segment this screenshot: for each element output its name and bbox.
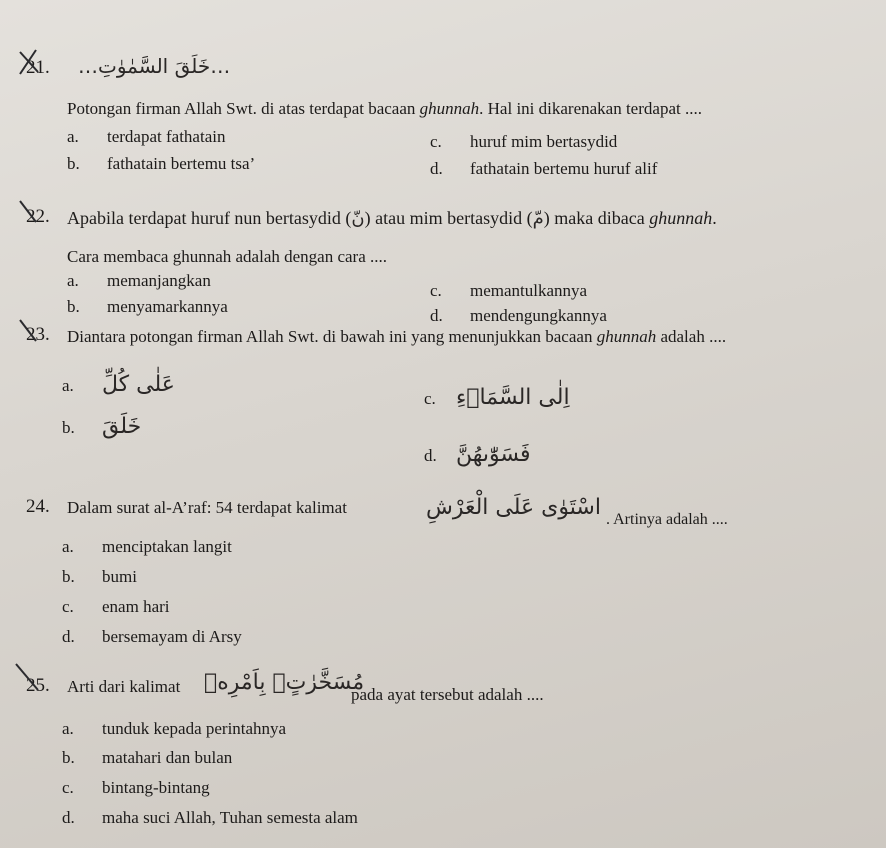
question-23-option-d[interactable]: d. فَسَوّٰىهُنَّ	[424, 442, 531, 467]
question-21-number: 21.	[26, 57, 50, 78]
nun-tasydid-glyph: نّ	[351, 208, 365, 229]
question-22-text: Apabila terdapat huruf nun bertasydid (نّ) atau mim bertasydid (مّ) maka dibaca ghunnah.	[67, 208, 717, 229]
check-mark-25	[16, 664, 38, 690]
question-23-option-b[interactable]: b. خَلَقَ	[62, 414, 142, 439]
check-mark-21	[20, 50, 38, 74]
question-24-option-a[interactable]: a. menciptakan langit	[62, 537, 232, 556]
question-23-option-c[interactable]: c. اِلٰى السَّمَاۤءِ	[424, 385, 570, 410]
question-24-text-end: . Artinya adalah ....	[606, 511, 728, 528]
question-25-text-end: pada ayat tersebut adalah ....	[351, 685, 544, 704]
question-21-option-b[interactable]: b. fathatain bertemu tsa’	[67, 154, 256, 173]
question-24-number: 24.	[26, 496, 50, 517]
question-21-option-c[interactable]: c. huruf mim bertasydid	[430, 132, 618, 151]
question-23-number: 23.	[26, 324, 50, 345]
question-22-option-a[interactable]: a. memanjangkan	[67, 271, 211, 290]
question-21-option-a[interactable]: a. terdapat fathatain	[67, 127, 226, 146]
question-22-option-d[interactable]: d. mendengungkannya	[430, 306, 607, 325]
mim-tasydid-glyph: مّ	[532, 208, 544, 229]
question-21-arabic: …خَلَقَ السَّمٰوٰتِ…	[78, 54, 231, 78]
check-mark-23	[20, 320, 36, 341]
question-25-number: 25.	[26, 675, 50, 696]
question-22-option-b[interactable]: b. menyamarkannya	[67, 297, 228, 316]
question-25-text: Arti dari kalimat	[67, 677, 181, 696]
question-25-option-d[interactable]: d. maha suci Allah, Tuhan semesta alam	[62, 808, 358, 827]
question-21-text: Potongan firman Allah Swt. di atas terdapat bacaan ghunnah. Hal ini dikarenakan terdapat ....	[67, 99, 702, 118]
question-24-option-c[interactable]: c. enam hari	[62, 597, 170, 616]
question-22-option-c[interactable]: c. memantulkannya	[430, 281, 588, 300]
question-23-text: Diantara potongan firman Allah Swt. di bawah ini yang menunjukkan bacaan ghunnah adalah ....	[67, 327, 727, 346]
question-24-option-d[interactable]: d. bersemayam di Arsy	[62, 627, 242, 646]
question-24-text: Dalam surat al-A’raf: 54 terdapat kalimat	[67, 498, 347, 517]
question-24-arabic: اسْتَوٰى عَلَى الْعَرْشِ	[426, 495, 601, 520]
question-22-number: 22.	[26, 206, 50, 227]
question-24-option-b[interactable]: b. bumi	[62, 567, 137, 586]
question-23-option-a[interactable]: a. عَلٰى كُلِّ	[62, 372, 175, 397]
question-25-option-c[interactable]: c. bintang-bintang	[62, 778, 210, 797]
question-25-option-b[interactable]: b. matahari dan bulan	[62, 748, 233, 767]
question-22-line2: Cara membaca ghunnah adalah dengan cara ....	[67, 247, 388, 266]
question-25-arabic: مُسَخَّرٰتٍۢ بِاَمْرِهٖ	[204, 670, 365, 695]
check-mark-22	[20, 201, 36, 222]
question-21-option-d[interactable]: d. fathatain bertemu huruf alif	[430, 159, 658, 178]
question-25-option-a[interactable]: a. tunduk kepada perintahnya	[62, 719, 287, 738]
